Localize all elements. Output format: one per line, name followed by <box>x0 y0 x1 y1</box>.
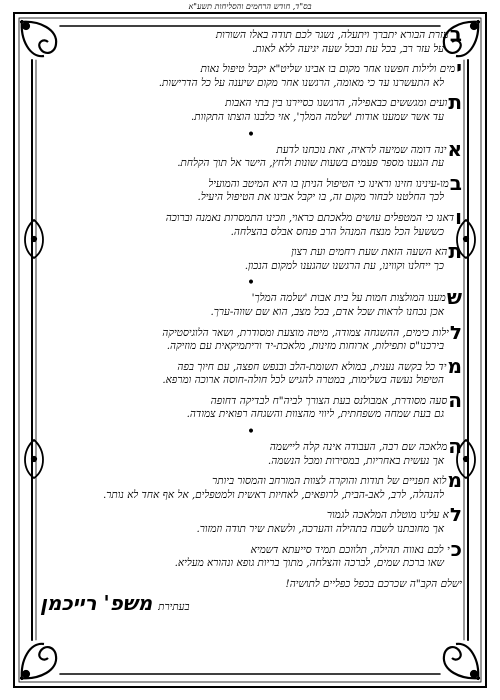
stanza-line: כששעל הכל מנצח המנהל הרב פנחס אבלס בהצלחה. <box>230 225 444 238</box>
stanza-line: אכן נכחנו לראות שכל אדם, בכל מצב, הוא שם שווה-ערך. <box>210 305 444 318</box>
stanza <box>40 211 462 239</box>
drop-initial-letter: ל <box>449 508 462 524</box>
drop-initial-letter: ת <box>448 245 462 260</box>
drop-initial-letter: מ <box>447 474 462 489</box>
stanza-first-line <box>40 394 462 409</box>
stanza-line: שאו ברכת שמים, לברכה והצלחה, מתוך בריות גופא ונהורא מעליא. <box>174 557 444 570</box>
stanza <box>40 143 462 171</box>
stanza-line: בירכנו"ס ותפילות, ארוחות מזינות, מלאכת-יד וריתמיקאית עם מוזיקה. <box>166 340 444 353</box>
drop-initial-letter: א <box>447 142 462 158</box>
stanza-line: כך ייחלנו וקווינו, עת הרגשנו שהגענו למקום הנכון. <box>244 259 444 272</box>
signature-label: בעתירת <box>158 600 190 613</box>
signature-name: משפ' רייכמן <box>40 590 153 615</box>
stanza-line: להנהלה, לרב, לאב-הבית, לרופאים, לאחיות ראשית ולמטפלים, אל אף אחד לא נותר. <box>103 488 444 501</box>
stanza-first-line <box>40 143 462 158</box>
drop-initial-letter: ו <box>455 210 462 226</box>
stanza-first-line <box>40 245 462 260</box>
drop-initial-letter: כ <box>450 542 462 558</box>
stanza-first-line <box>40 62 462 77</box>
stanza-line: עד אשר שמענו אודות 'שלמה המלך', אזי כלבנו הוצתו התקוות. <box>190 110 444 123</box>
closing-blessing: ישלם הקב"ה שכרכם בכפל כפליים לתושיה! <box>285 577 462 590</box>
stanza-first-line <box>40 440 462 455</box>
line-text: דאנו כי המטפלים עושים מלאכתם כראוי, וזכינו התמסרות נאמנה וברוכה <box>165 211 455 224</box>
drop-initial-letter: ה <box>448 393 462 409</box>
drop-initial-letter: ת <box>448 96 462 111</box>
stanza-line: הטיפול נעשה בשלימות, במטרה להגיש לכל חולה-חוסה ארוכה ומרפא. <box>162 374 444 387</box>
line-text: ועים ומגששים כבאפילה, הרגשנו כסיירנו בין בתי האבות <box>225 97 448 110</box>
line-text: ינה דומה שמיעה לראיה, זאת נוכחנו לדעת <box>276 143 447 156</box>
stanza-first-line <box>40 360 462 375</box>
stanza-line: לכך החלטנו לבחור מקום זה, בו יקבל אבינו את הטיפול היעיל. <box>197 191 444 204</box>
stanza-separator: • <box>246 126 256 143</box>
line-text: הא השעה הזאת שעת רחמים ועת רצון <box>291 246 448 259</box>
drop-initial-letter: מ <box>447 359 462 375</box>
drop-initial-letter: ש <box>446 291 462 306</box>
signature <box>40 591 462 615</box>
line-text: יד כל בקשה נענית, במולא תשומת-הלב ובנפש חפצה, עם חיוך בפה <box>177 360 447 373</box>
stanza-line: אך נעשית באחריות, במסירות ומכל הנשמה. <box>267 454 444 467</box>
stanza <box>40 326 462 354</box>
stanza <box>40 28 462 56</box>
stanza <box>40 360 462 388</box>
line-text: מים ולילות חפשנו אחר מקום בו אבינו שליט"א יקבל טיפול נאות <box>200 63 456 76</box>
line-text: י לכם נאווה תהילה, תלווכם תמיד סייעתא דשמיא <box>250 543 450 556</box>
stanza-first-line <box>40 474 462 489</box>
line-text: עזרת הבורא יתברך ויתעלה, נשגר לכם תודה באלו השורות <box>215 29 449 41</box>
line-text: מענו המולצות חמות על בית אבות 'שלמה המלך' <box>251 292 446 305</box>
line-text: מו-עינינו חזינו וראינו כי הטיפול הניתן בו היא המיטב והמועיל <box>208 177 449 190</box>
stanza-line: על עזר רב, בכל עת ובכל שעה יגיעה ללא לאות. <box>251 42 444 55</box>
stanza-line: אך מחובתנו לשבח בתהילה והערכה, ולשאת שיר תודה וזמזור. <box>196 523 444 536</box>
stanza <box>40 177 462 205</box>
stanza-first-line <box>40 96 462 111</box>
stanza-first-line <box>40 508 462 523</box>
stanza-line: גם בעת שמחה משפחתית, ליווי מהצוות והשגחה רפואית צמודה. <box>186 408 444 421</box>
drop-initial-letter: ב <box>449 28 462 43</box>
drop-initial-letter: י <box>456 62 462 77</box>
stanza <box>40 394 462 422</box>
stanza <box>40 62 462 90</box>
stanza <box>40 474 462 502</box>
stanza <box>40 543 462 571</box>
stanza-first-line <box>40 177 462 192</box>
stanza-first-line <box>40 291 462 306</box>
line-text: ילות כימים, ההשגחה צמודה, מיטה מוצעת ומסודרת, ושאר הלוגיסטיקה <box>162 326 449 339</box>
letter-body <box>40 28 462 664</box>
line-text: א עלינו מוטלת המלאכה לגמור <box>326 509 449 522</box>
page-header: בס"ד, חודש הרחמים והסליחות תשע"א <box>188 2 312 11</box>
stanza-line: עת הגענו מספר פעמים בשעות שונות ולחץ, הישר אל תוך הקלחת. <box>177 157 444 170</box>
drop-initial-letter: ה <box>448 440 462 455</box>
stanza <box>40 291 462 319</box>
stanza-line: לא התעשרנו עד כי מאומה, הרגשנו אחר מקום שיענה על כל הדרישות. <box>158 76 444 89</box>
line-text: לוא חפניים של תודות והוקרה לצוות המורחב והמסור ביותר <box>212 475 447 488</box>
stanza-first-line <box>40 211 462 226</box>
stanza <box>40 508 462 536</box>
stanza <box>40 245 462 273</box>
line-text: מלאכה שם רבה, העבודה אינה קלה ליישמה <box>269 441 448 454</box>
stanza <box>40 440 462 468</box>
stanza-first-line <box>40 326 462 341</box>
stanza <box>40 96 462 124</box>
drop-initial-letter: ל <box>449 325 462 341</box>
stanza-separator: • <box>246 275 256 292</box>
stanza-separator: • <box>246 424 256 441</box>
stanza-first-line <box>40 28 462 43</box>
stanza-first-line <box>40 543 462 558</box>
drop-initial-letter: ב <box>449 176 462 192</box>
line-text: סעה מסודרת, אמבולנס בעת הצורך לביה"ח לבדיקה דחופה <box>210 394 448 407</box>
